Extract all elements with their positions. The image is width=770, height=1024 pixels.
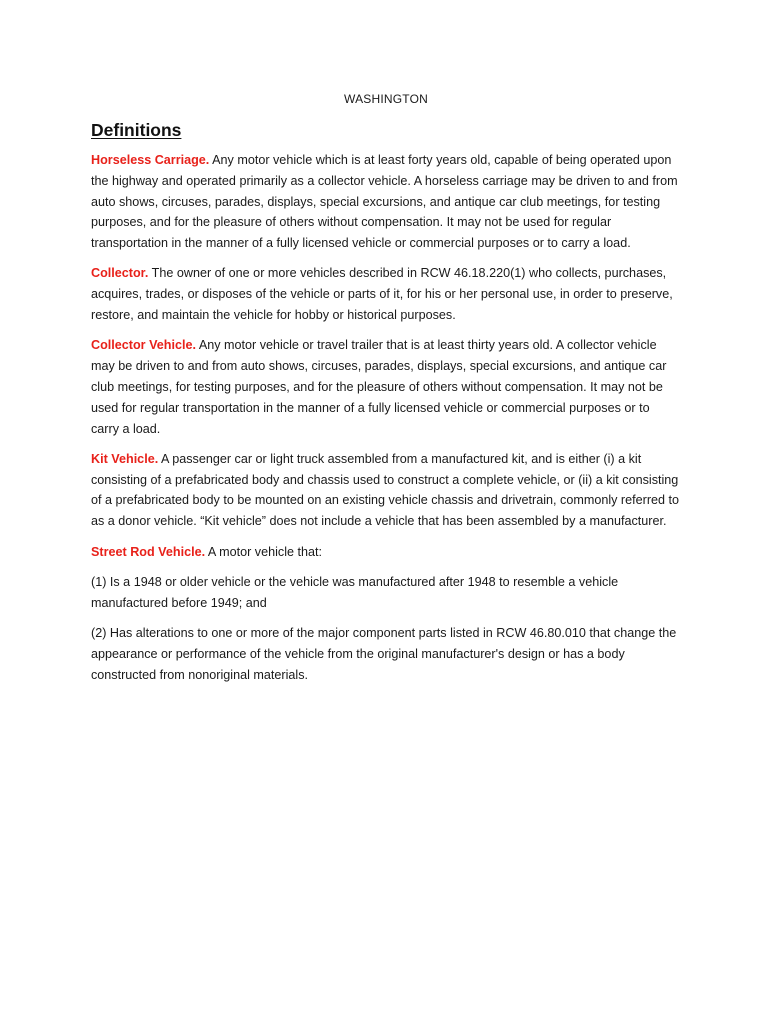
definition-term: Horseless Carriage. [91, 153, 210, 167]
street-rod-criterion-1: (1) Is a 1948 or older vehicle or the vehicle was manufactured after 1948 to resemble a vehicle manufactured before 1949; and [91, 574, 619, 610]
street-rod-criterion-2: (2) Has alterations to one or more of the major component parts listed in RCW 46.80.010 that change the appearance or performance of the vehicle from the original manufacturer's design or has a body constructed from nonoriginal materials. [91, 625, 677, 682]
definition-text: The owner of one or more vehicles described in RCW 46.18.220(1) who collects, purchases, acquires, trades, or disposes of the vehicle or parts of it, for his or her personal use, in order to preserve, restore, and maintain the vehicle for hobby or historical purposes. [91, 266, 673, 323]
definition-text: A motor vehicle that: [207, 544, 323, 559]
page-title: Definitions [91, 120, 182, 140]
definition-collector-vehicle [91, 335, 681, 439]
definition-text: Any motor vehicle which is at least forty years old, capable of being operated upon the highway and operated primarily as a collector vehicle. A horseless carriage may be driven to and from auto shows, circuses, parades, displays, special excursions, and antique car club meetings, for testing purposes, and for the pleasure of others without compensation. It may not be used for regular transportation in the manner of a fully licensed vehicle or commercial purposes or to carry a load. [91, 153, 678, 251]
definition-term: Collector Vehicle. [91, 338, 196, 353]
document-page [91, 92, 681, 695]
definition-term: Kit Vehicle. [91, 451, 159, 466]
state-header: WASHINGTON [343, 92, 428, 106]
definition-horseless-carriage [91, 150, 681, 254]
definition-collector [91, 263, 681, 325]
definition-text: Any motor vehicle or travel trailer that is at least thirty years old. A collector vehicle may be driven to and from auto shows, circuses, parades, displays, special excursions, and antique car club meetings, for testing purposes, and for the pleasure of others without compensation. It may not be used for regular transportation in the manner of a fully licensed vehicle or commercial purposes or to carry a load. [91, 338, 667, 436]
definition-text: A passenger car or light truck assembled from a manufactured kit, and is either (i) a kit consisting of a prefabricated body and chassis used to construct a complete vehicle, or (ii) a kit consisting of a prefabricated body to be mounted on an existing vehicle chassis and drivetrain, commonly referred to as a donor vehicle. “Kit vehicle” does not include a vehicle that has been assembled by a manufacturer. [91, 451, 680, 529]
definition-street-rod-vehicle [91, 542, 681, 563]
definition-term: Collector. [91, 266, 149, 281]
definition-kit-vehicle [91, 449, 681, 532]
definition-term: Street Rod Vehicle. [91, 544, 206, 559]
